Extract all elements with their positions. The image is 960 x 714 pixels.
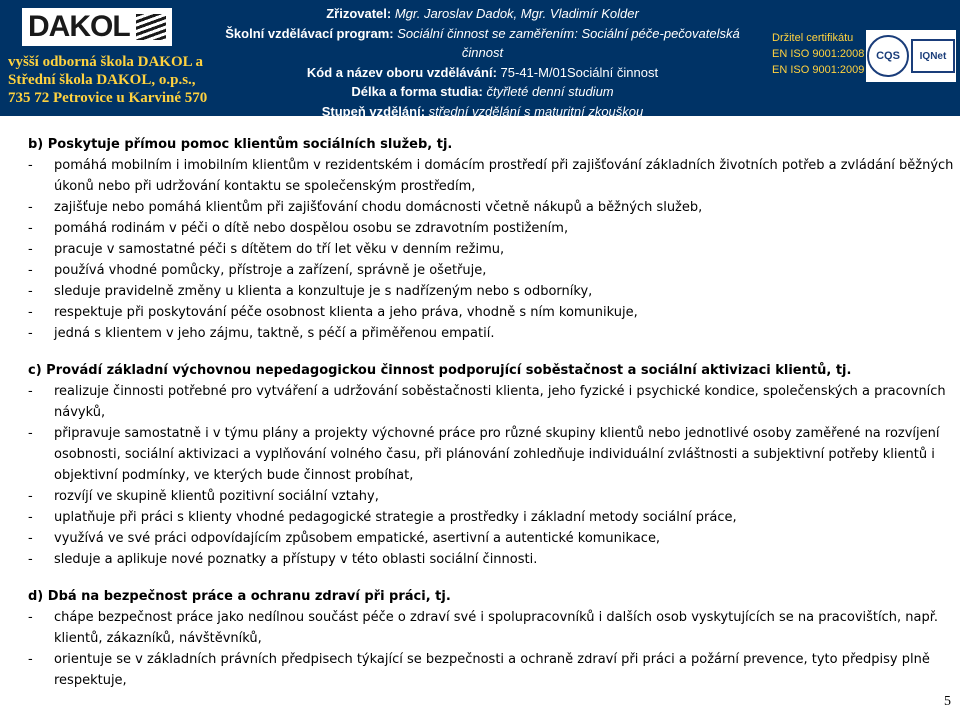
list-item: - uplatňuje při práci s klienty vhodné pedagogické strategie a prostředky i základní metody sociální práce,	[28, 507, 958, 528]
cert-line: Držitel certifikátu	[772, 32, 854, 44]
section-heading: c) Provádí základní výchovnou nepedagogickou činnost podporující soběstačnost a sociální aktivizaci klientů, tj.	[28, 363, 852, 378]
school-line: Střední škola DAKOL, o.p.s.,	[8, 72, 196, 88]
list-item: - využívá ve své práci odpovídajícím způsobem empatické, asertivní a autentické komunikace,	[28, 528, 958, 549]
logo-text: DAKOL	[28, 10, 130, 43]
list-item: - sleduje a aplikuje nové poznatky a přístupy v této oblasti sociální činnosti.	[28, 549, 958, 570]
certificate-info	[772, 30, 872, 78]
list-item: - chápe bezpečnost práce jako nedílnou součást péče o zdraví své i spolupracovníků i dalších osob vyskytujících se na pracovištích, např. klientů, zákazníků, návštěvníků,	[28, 607, 958, 649]
program-info	[210, 4, 755, 141]
list-item: - respektuje při poskytování péče osobnost klienta a jeho práva, vhodně s ním komunikuje,	[28, 302, 958, 323]
list-item: - pomáhá rodinám v péči o dítě nebo dospělou osobu se zdravotním postižením,	[28, 218, 958, 239]
document-body	[28, 134, 958, 691]
school-line: 735 72 Petrovice u Karviné 570	[8, 90, 208, 106]
list-item: - sleduje pravidelně změny u klienta a konzultuje je s nadřízeným nebo s odborníky,	[28, 281, 958, 302]
section-heading: b) Poskytuje přímou pomoc klientům sociálních služeb, tj.	[28, 137, 453, 152]
spacer	[28, 570, 958, 586]
document-header	[0, 0, 960, 138]
info-line: Kód a název oboru vzdělávání: 75-41-M/01Sociální činnost	[306, 64, 659, 80]
cert-logos	[866, 30, 956, 82]
list-item: - pomáhá mobilním i imobilním klientům v rezidentském i domácím prostředí při zajišťování základních životních potřeb a zvládání běžných úkonů nebo při udržování kontaktu se společenským prostředím,	[28, 155, 958, 197]
list-item: - připravuje samostatně i v týmu plány a projekty výchovné práce pro různé skupiny klientů nebo jednotlivé osoby zaměřené na rozvíjení osobnosti, sociální aktivizaci a vyplňování volného času, při plánování zohledňuje individuální zvláštnosti a subjektivní potřeby klientů i objektivní podmínky, ve kterých bude činnost probíhat,	[28, 423, 958, 486]
school-name	[8, 53, 208, 107]
school-line: vyšší odborná škola DAKOL a	[8, 54, 204, 70]
list-item: - jedná s klientem v jeho zájmu, taktně, s péčí a přiměřenou empatií.	[28, 323, 958, 344]
section-heading: d) Dbá na bezpečnost práce a ochranu zdraví při práci, tj.	[28, 589, 451, 604]
list-item: - zajišťuje nebo pomáhá klientům při zajišťování chodu domácnosti včetně nákupů a běžných služeb,	[28, 197, 958, 218]
logo-stripes-icon	[136, 14, 166, 40]
cqs-logo-icon: CQS	[867, 35, 909, 77]
cert-line: EN ISO 9001:2008	[772, 48, 865, 60]
spacer	[28, 344, 958, 360]
list-item: - používá vhodné pomůcky, přístroje a zařízení, správně je ošetřuje,	[28, 260, 958, 281]
list-item: - realizuje činnosti potřebné pro vytváření a udržování soběstačnosti klienta, jeho fyzické i psychické kondice, společenských a pracovních návyků,	[28, 381, 958, 423]
list-item: - rozvíjí ve skupině klientů pozitivní sociální vztahy,	[28, 486, 958, 507]
list-item: - pracuje v samostatné péči s dítětem do tří let věku v denním režimu,	[28, 239, 958, 260]
dakol-logo	[22, 8, 172, 46]
list-item: - orientuje se v základních právních předpisech týkající se bezpečnosti a ochraně zdraví při práci a požární prevence, tyto předpisy plně respektuje,	[28, 649, 958, 691]
cert-line: EN ISO 9001:2009	[772, 64, 865, 76]
info-line: Délka a forma studia: čtyřleté denní studium	[351, 84, 614, 99]
info-line: Stupeň vzdělání: střední vzdělání s maturitní zkouškou	[321, 103, 644, 119]
info-line: Datum platnosti ŠVP: od 1. 9. 2011 počínaje 1. ročníkem	[314, 123, 651, 138]
info-line: Školní vzdělávací program: Sociální činnost se zaměřením: Sociální péče-pečovatelská činnost	[225, 25, 740, 60]
iqnet-logo-icon: IQNet	[911, 39, 955, 73]
info-line: Zřizovatel: Mgr. Jaroslav Dadok, Mgr. Vladimír Kolder	[326, 6, 639, 21]
page-number: 5	[944, 694, 951, 709]
